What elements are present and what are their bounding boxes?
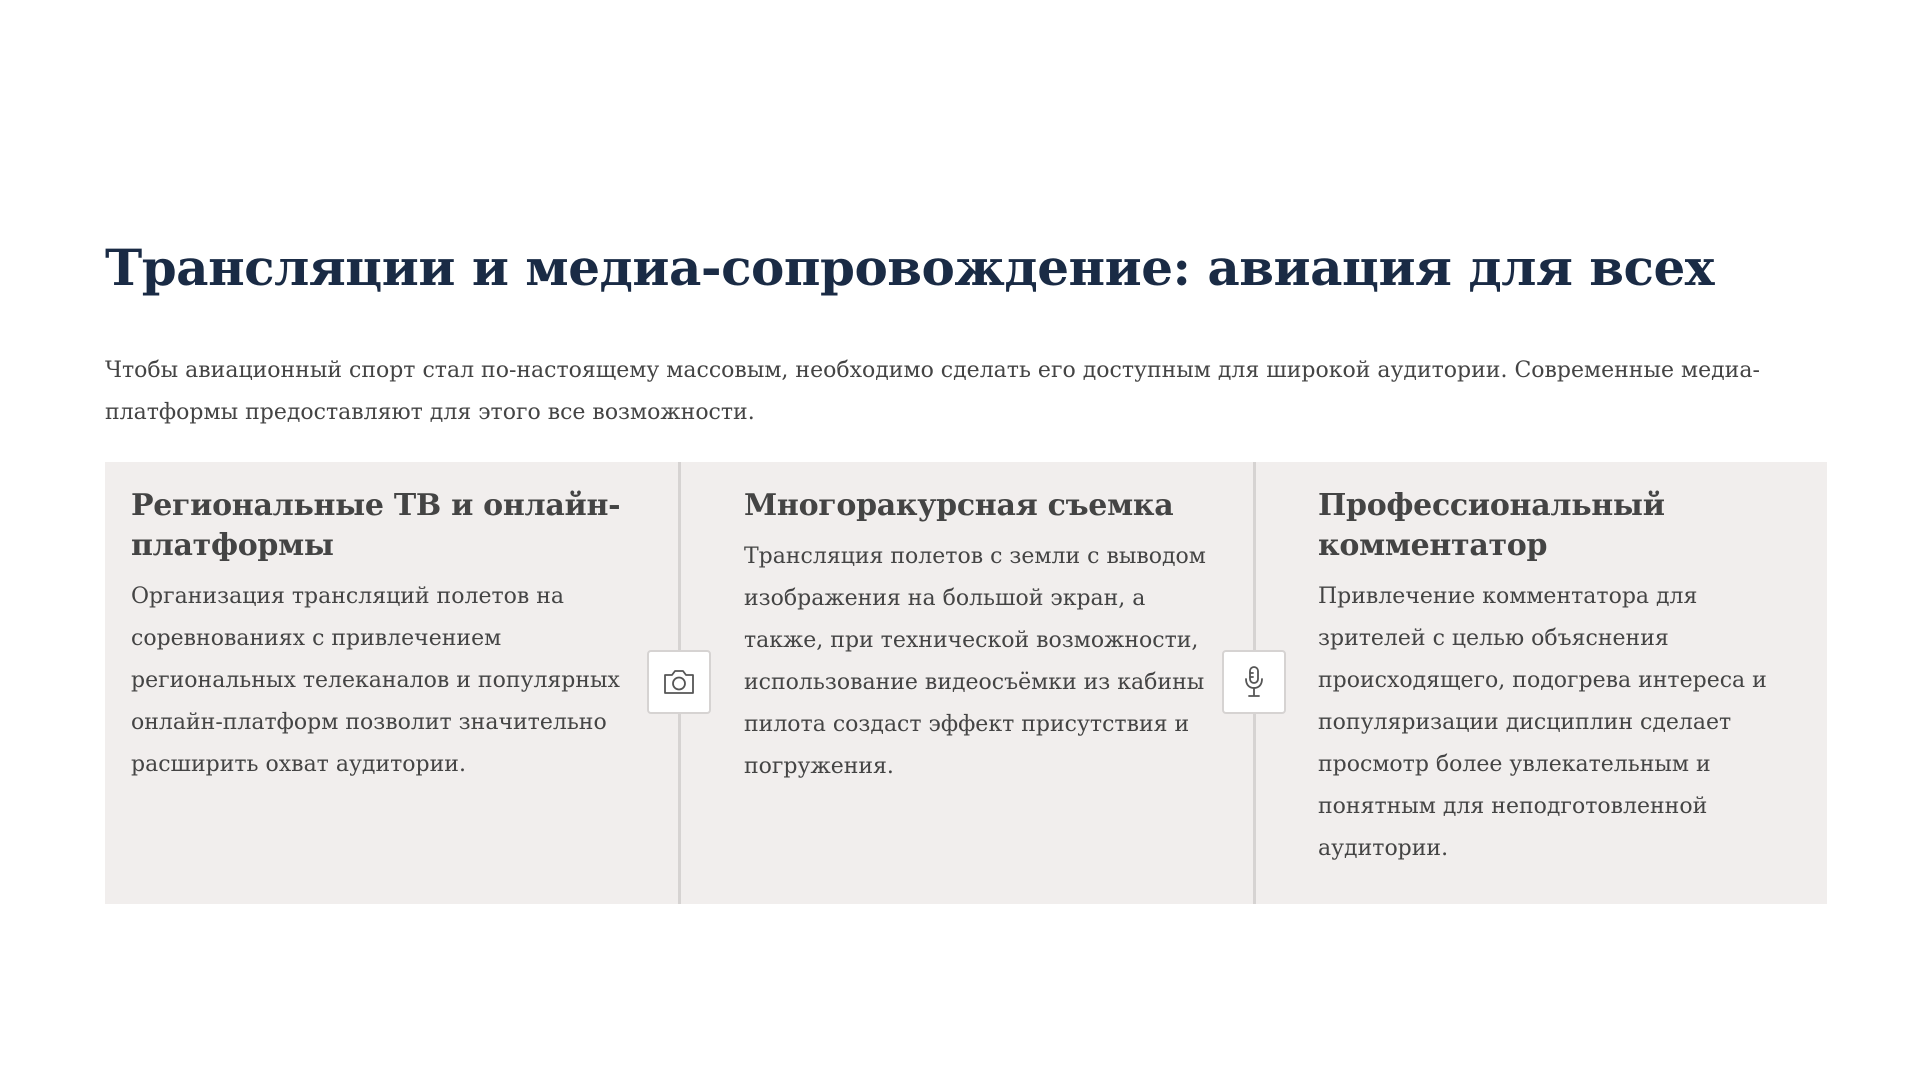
microphone-icon <box>1222 650 1286 714</box>
page-title: Трансляции и медиа-сопровождение: авиация для всех <box>105 238 1715 297</box>
feature-column-regional-tv <box>131 486 641 786</box>
feature-column-multicamera <box>744 486 1214 788</box>
feature-text: Трансляция полетов с земли с выводом изображения на большой экран, а также, при технической возможности, использование видеосъёмки из кабины пилота создаст эффект присутствия и погружения. <box>744 544 1206 779</box>
feature-title: Многоракурсная съемка <box>744 488 1174 523</box>
feature-text: Организация трансляций полетов на соревнованиях с привлечением региональных телеканалов и популярных онлайн-платформ позволит значительно расширить охват аудитории. <box>131 584 620 777</box>
features-panel <box>105 462 1827 904</box>
camera-icon <box>647 650 711 714</box>
feature-column-commentator <box>1318 486 1798 870</box>
feature-title: Профессиональный комментатор <box>1318 488 1665 563</box>
feature-title: Региональные ТВ и онлайн-платформы <box>131 488 621 563</box>
feature-text: Привлечение комментатора для зрителей с целью объяснения происходящего, подогрева интереса и популяризации дисциплин сделает просмотр более увлекательным и понятным для неподготовленной аудитории. <box>1318 584 1767 861</box>
intro-paragraph: Чтобы авиационный спорт стал по-настоящему массовым, необходимо сделать его доступным для широкой аудитории. Современные медиа-платформы предоставляют для этого все возможности. <box>105 358 1760 425</box>
